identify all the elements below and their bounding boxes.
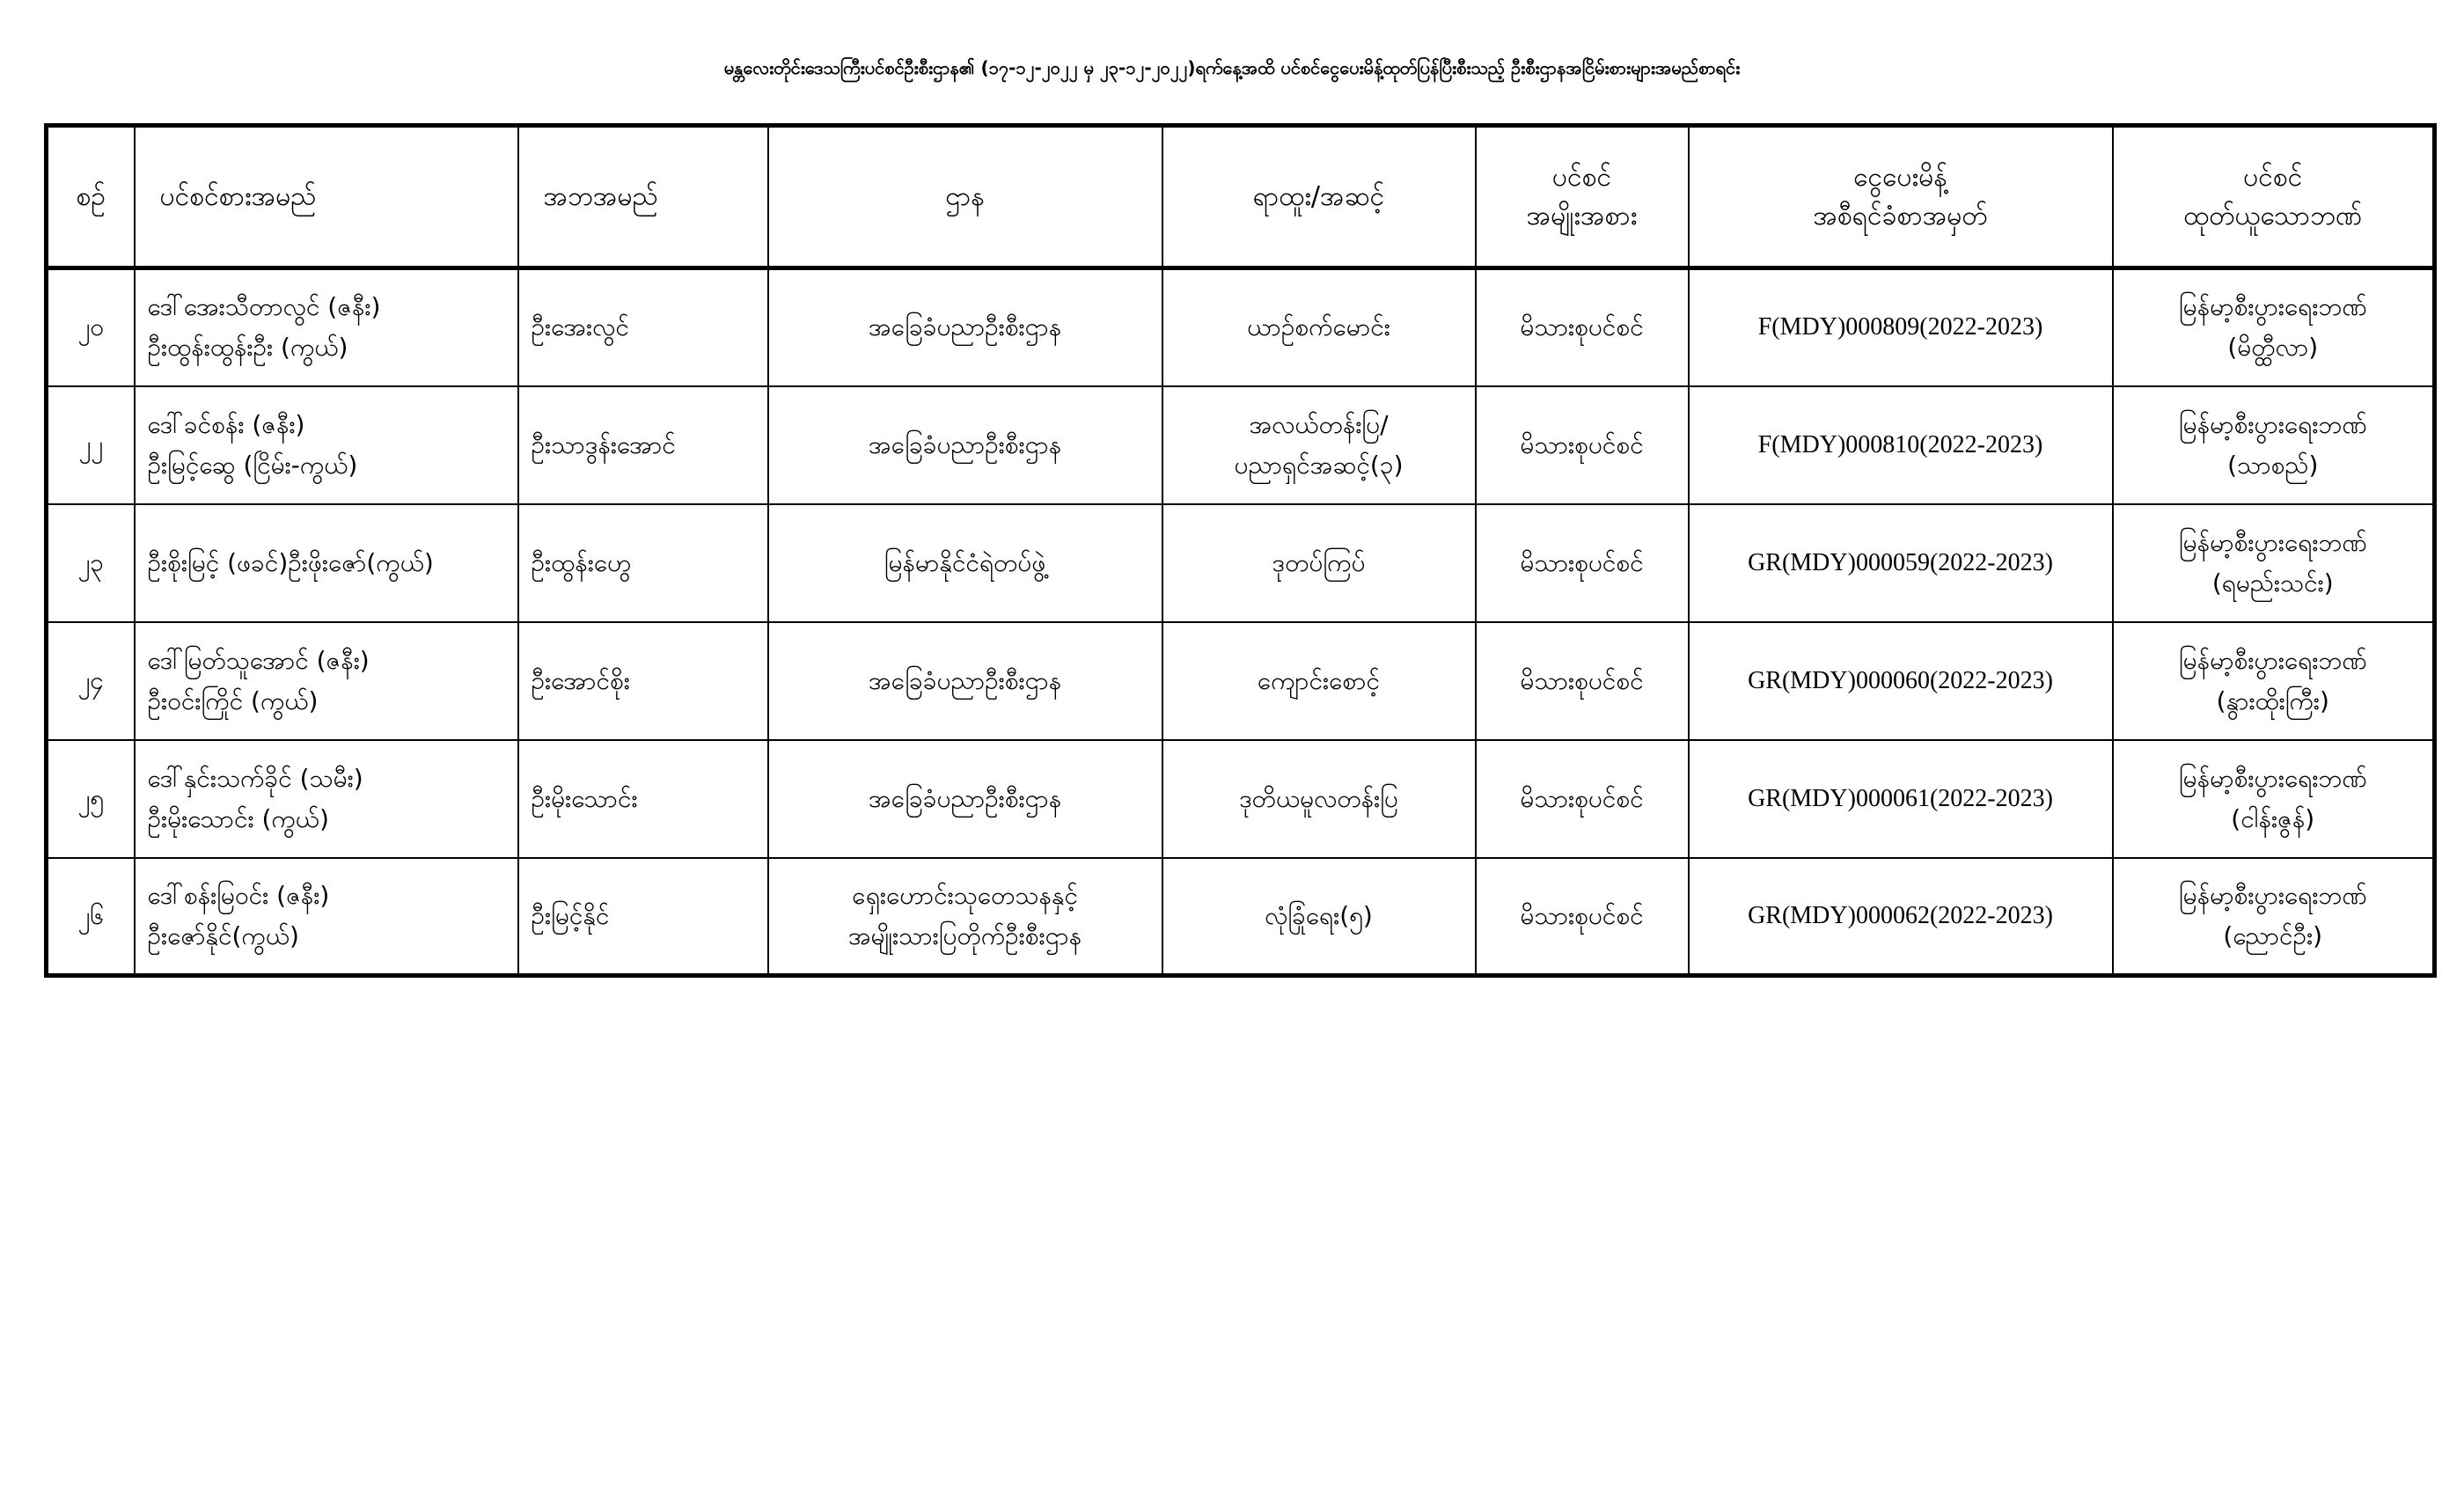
cell-pensioner-name: ဒေါ်အေးသီတာလွင် (ဇနီး) ဦးထွန်းထွန်းဦး (ကွယ်) — [135, 268, 518, 386]
cell-father-name: ဦးမိုးသောင်း — [518, 740, 768, 858]
cell-pension-type: မိသားစုပင်စင် — [1476, 504, 1689, 622]
table-row — [47, 740, 2435, 858]
cell-department: အခြေခံပညာဦးစီးဌာန — [768, 268, 1162, 386]
cell-father-name: ဦးမြင့်နိုင် — [518, 858, 768, 976]
cell-father-name: ဦးအေးလွင် — [518, 268, 768, 386]
cell-department: အခြေခံပညာဦးစီးဌာန — [768, 386, 1162, 504]
header-report-number: ငွေပေးမိန့် အစီရင်ခံစာအမှတ် — [1689, 126, 2113, 268]
table-row — [47, 268, 2435, 386]
cell-pensioner-name: ဒေါ်မြတ်သူအောင် (ဇနီး) ဦးဝင်းကြိုင် (ကွယ်) — [135, 622, 518, 740]
table-row — [47, 858, 2435, 976]
cell-position: ဒုတပ်ကြပ် — [1162, 504, 1476, 622]
header-department: ဌာန — [768, 126, 1162, 268]
cell-pension-type: မိသားစုပင်စင် — [1476, 622, 1689, 740]
cell-pensioner-name: ဒေါ်စန်းမြဝင်း (ဇနီး) ဦးဇော်နိုင်(ကွယ်) — [135, 858, 518, 976]
cell-serial-no: ၂၂ — [47, 386, 135, 504]
cell-position: လုံခြုံရေး(၅) — [1162, 858, 1476, 976]
pensioner-table — [44, 123, 2437, 978]
cell-report-number: GR(MDY)000062(2022-2023) — [1689, 858, 2113, 976]
cell-position: အလယ်တန်းပြ/ ပညာရှင်အဆင့်(၃) — [1162, 386, 1476, 504]
cell-serial-no: ၂၅ — [47, 740, 135, 858]
header-pensioner-name: ပင်စင်စားအမည် — [135, 126, 518, 268]
cell-father-name: ဦးထွန်းဟွေ — [518, 504, 768, 622]
cell-bank: မြန်မာ့စီးပွားရေးဘဏ် (မိတ္ထီလာ) — [2113, 268, 2435, 386]
cell-report-number: F(MDY)000810(2022-2023) — [1689, 386, 2113, 504]
header-position: ရာထူး/အဆင့် — [1162, 126, 1476, 268]
header-serial-no: စဉ် — [47, 126, 135, 268]
cell-pension-type: မိသားစုပင်စင် — [1476, 740, 1689, 858]
cell-position: ကျောင်းစောင့် — [1162, 622, 1476, 740]
cell-department: အခြေခံပညာဦးစီးဌာန — [768, 622, 1162, 740]
cell-report-number: F(MDY)000809(2022-2023) — [1689, 268, 2113, 386]
cell-report-number: GR(MDY)000060(2022-2023) — [1689, 622, 2113, 740]
cell-report-number: GR(MDY)000059(2022-2023) — [1689, 504, 2113, 622]
cell-department: ရှေးဟောင်းသုတေသနနှင့် အမျိုးသားပြတိုက်ဦးစီးဌာန — [768, 858, 1162, 976]
cell-pension-type: မိသားစုပင်စင် — [1476, 386, 1689, 504]
cell-father-name: ဦးအောင်စိုး — [518, 622, 768, 740]
cell-pensioner-name: ဒေါ်နှင်းသက်ခိုင် (သမီး) ဦးမိုးသောင်း (ကွယ်) — [135, 740, 518, 858]
table-row — [47, 622, 2435, 740]
cell-position: ယာဉ်စက်မောင်း — [1162, 268, 1476, 386]
cell-pensioner-name: ဒေါ်ခင်စန်း (ဇနီး) ဦးမြင့်ဆွေ (ငြိမ်း-ကွယ်) — [135, 386, 518, 504]
cell-bank: မြန်မာ့စီးပွားရေးဘဏ် (နွားထိုးကြီး) — [2113, 622, 2435, 740]
cell-bank: မြန်မာ့စီးပွားရေးဘဏ် (ရမည်းသင်း) — [2113, 504, 2435, 622]
cell-serial-no: ၂၆ — [47, 858, 135, 976]
cell-pension-type: မိသားစုပင်စင် — [1476, 858, 1689, 976]
header-bank: ပင်စင် ထုတ်ယူသောဘဏ် — [2113, 126, 2435, 268]
cell-serial-no: ၂၃ — [47, 504, 135, 622]
cell-serial-no: ၂၄ — [47, 622, 135, 740]
cell-father-name: ဦးသာဒွန်းအောင် — [518, 386, 768, 504]
header-father-name: အဘအမည် — [518, 126, 768, 268]
table-header-row — [47, 126, 2435, 268]
cell-bank: မြန်မာ့စီးပွားရေးဘဏ် (ငါန်းဇွန်) — [2113, 740, 2435, 858]
cell-department: အခြေခံပညာဦးစီးဌာန — [768, 740, 1162, 858]
cell-serial-no: ၂၀ — [47, 268, 135, 386]
page-title: မန္တလေးတိုင်းဒေသကြီးပင်စင်ဦးစီးဌာန၏ (၁၇-၁၂-၂၀၂၂ မှ ၂၃-၁၂-၂၀၂၂)ရက်နေ့အထိ ပင်စင်ငွေပေးမိန့်ထုတ်ပြန်ပြီးစီးသည့် ဦးစီးဌာနအငြိမ်းစားများအမည်စာရင်း — [723, 57, 1741, 78]
cell-report-number: GR(MDY)000061(2022-2023) — [1689, 740, 2113, 858]
table-row — [47, 386, 2435, 504]
header-pension-type: ပင်စင် အမျိုးအစား — [1476, 126, 1689, 268]
cell-pensioner-name: ဦးစိုးမြင့် (ဖခင်)ဦးဖိုးဇော်(ကွယ်) — [135, 504, 518, 622]
table-row — [47, 504, 2435, 622]
cell-pension-type: မိသားစုပင်စင် — [1476, 268, 1689, 386]
cell-bank: မြန်မာ့စီးပွားရေးဘဏ် (သာစည်) — [2113, 386, 2435, 504]
cell-department: မြန်မာနိုင်ငံရဲတပ်ဖွဲ့ — [768, 504, 1162, 622]
cell-bank: မြန်မာ့စီးပွားရေးဘဏ် (ညောင်ဦး) — [2113, 858, 2435, 976]
cell-position: ဒုတိယမူလတန်းပြ — [1162, 740, 1476, 858]
